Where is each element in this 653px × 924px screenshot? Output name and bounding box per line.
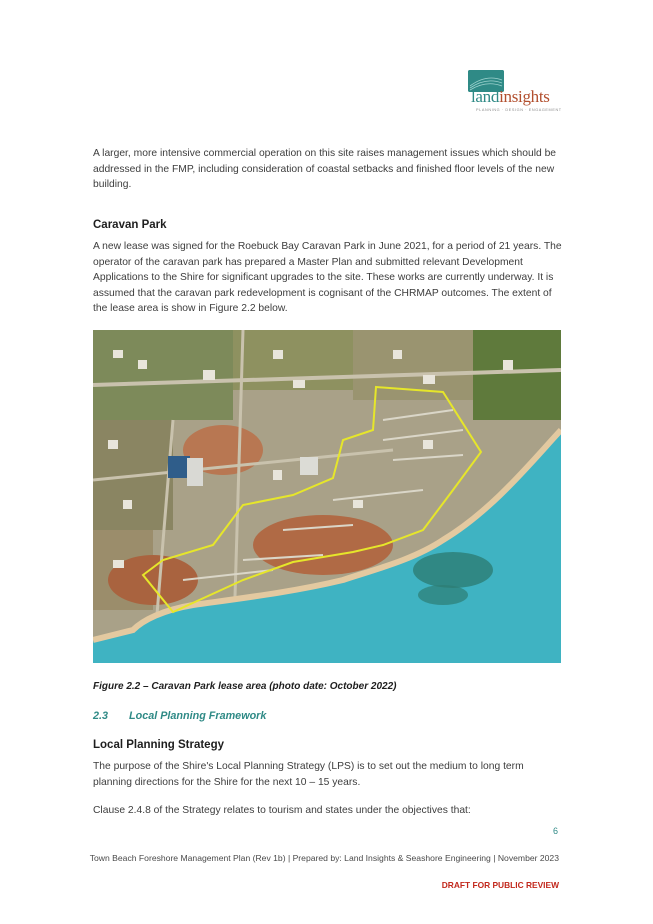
intro-paragraph: A larger, more intensive commercial operation on this site raises management issues which should be addressed in the FMP, including consideration of coastal setbacks and finished floor levels of the new building. [93, 148, 557, 191]
section-heading [93, 710, 266, 722]
caravan-park-heading: Caravan Park [93, 219, 167, 231]
lps-paragraph: The purpose of the Shire's Local Planning Strategy (LPS) is to set out the medium to long term planning directions for the Shire for the next 10 – 15 years. [93, 761, 524, 788]
page-number: 6 [553, 826, 559, 836]
section-title: Local Planning Framework [129, 710, 267, 722]
figure-caption: Figure 2.2 – Caravan Park lease area (photo date: October 2022) [93, 681, 397, 692]
section-number: 2.3 [93, 710, 109, 722]
page-footer: Town Beach Foreshore Management Plan (Rev 1b) | Prepared by: Land Insights & Seashore Engineering | November 2023 [89, 853, 559, 863]
draft-label: DRAFT FOR PUBLIC REVIEW [441, 880, 559, 890]
land-insights-logo [468, 70, 564, 118]
clause-paragraph: Clause 2.4.8 of the Strategy relates to tourism and states under the objectives that: [93, 805, 471, 816]
logo-wordmark [471, 87, 550, 107]
caravan-park-paragraph: A new lease was signed for the Roebuck Bay Caravan Park in June 2021, for a period of 21 years. The operator of the caravan park has prepared a Master Plan and submitted relevant Development Applications to the Shire for significant upgrades to the site. These works are currently underway. It is assumed that the caravan park redevelopment is cognisant of the CHRMAP outcomes. The extent of the lease area is show in Figure 2.2 below. [93, 241, 562, 315]
logo-word-land: land [471, 87, 500, 106]
local-planning-strategy-heading: Local Planning Strategy [93, 739, 224, 751]
logo-word-insights: insights [499, 87, 550, 106]
caravan-park-aerial-photo [93, 330, 561, 663]
logo-tagline: PLANNING · DESIGN · ENGAGEMENT [476, 108, 562, 112]
